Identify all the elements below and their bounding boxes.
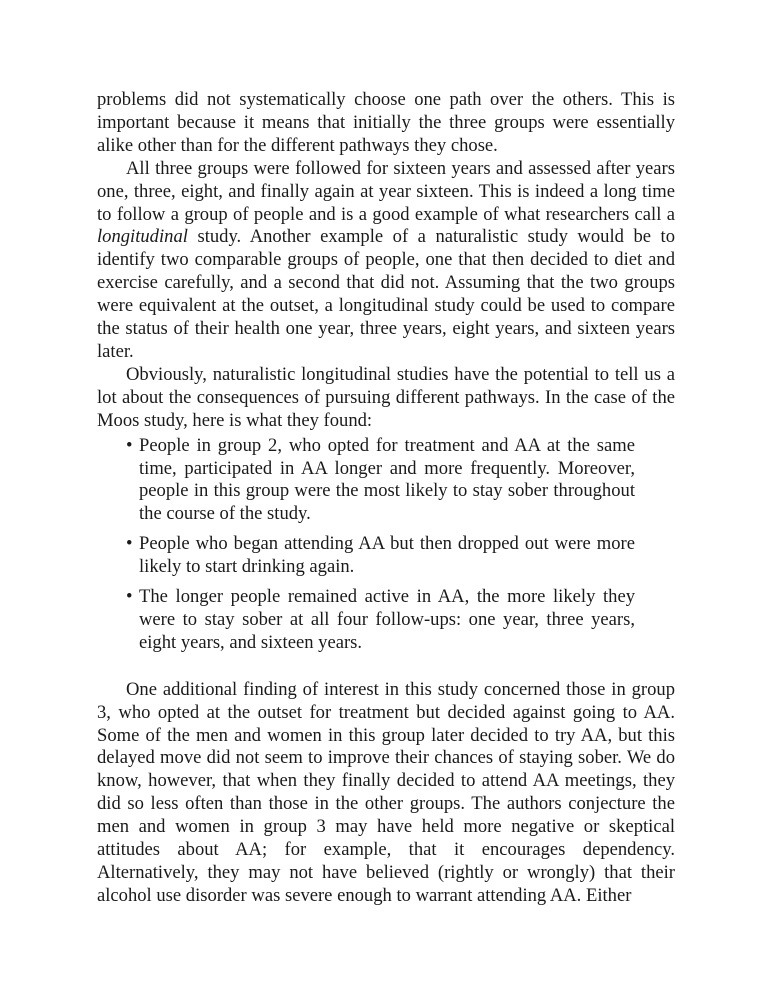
- finding-item: • The longer people remained active in AA, the more likely they were to stay sober at all four follow-ups: one year, three years, eight years, and sixteen years.: [126, 586, 635, 655]
- paragraph-2-text-start: All three groups were followed for sixteen years and assessed after years one, three, eight, and finally again at year sixteen. This is indeed a long time to follow a group of people and is a good example of what researchers call a: [97, 157, 675, 225]
- finding-item: • People who began attending AA but then dropped out were more likely to start drinking again.: [126, 533, 635, 579]
- finding-item: • People in group 2, who opted for treatment and AA at the same time, participated in AA longer and more frequently. Moreover, people in this group were the most likely to stay sober throughout the course of the study.: [126, 435, 635, 527]
- paragraph-3: Obviously, naturalistic longitudinal studies have the potential to tell us a lot about the consequences of pursuing different pathways. In the case of the Moos study, here is what they found:: [97, 363, 675, 431]
- paragraph-2-text-end: study. Another example of a naturalistic study would be to identify two comparable groups of people, one that then decided to diet and exercise carefully, and a second that did not. Assuming that the two groups were equivalent at the outset, a longitudinal study could be used to compare the status of their health one year, three years, eight years, and sixteen years later.: [97, 226, 675, 362]
- paragraph-4: One additional finding of interest in this study concerned those in group 3, who opted at the outset for treatment but decided against going to AA. Some of the men and women in this group later decided to try AA, but this delayed move did not seem to improve their chances of staying sober. We do know, however, that when they finally decided to attend AA meetings, they did so less often than those in the other groups. The authors conjecture the men and women in group 3 may have held more negative or skeptical attitudes about AA; for example, that it encourages dependency. Alternatively, they may not have believed (rightly or wrongly) that their alcohol use disorder was severe enough to warrant attending AA. Either: [97, 678, 675, 906]
- findings-list: [126, 435, 635, 655]
- paragraph-2-italic-term: longitudinal: [97, 226, 188, 248]
- book-page: [97, 89, 675, 908]
- section-spacer: [97, 662, 675, 679]
- paragraph-1: problems did not systematically choose one path over the others. This is important because it means that initially the three groups were essentially alike other than for the different pathways they chose.: [97, 89, 675, 156]
- paragraph-2: [97, 158, 675, 364]
